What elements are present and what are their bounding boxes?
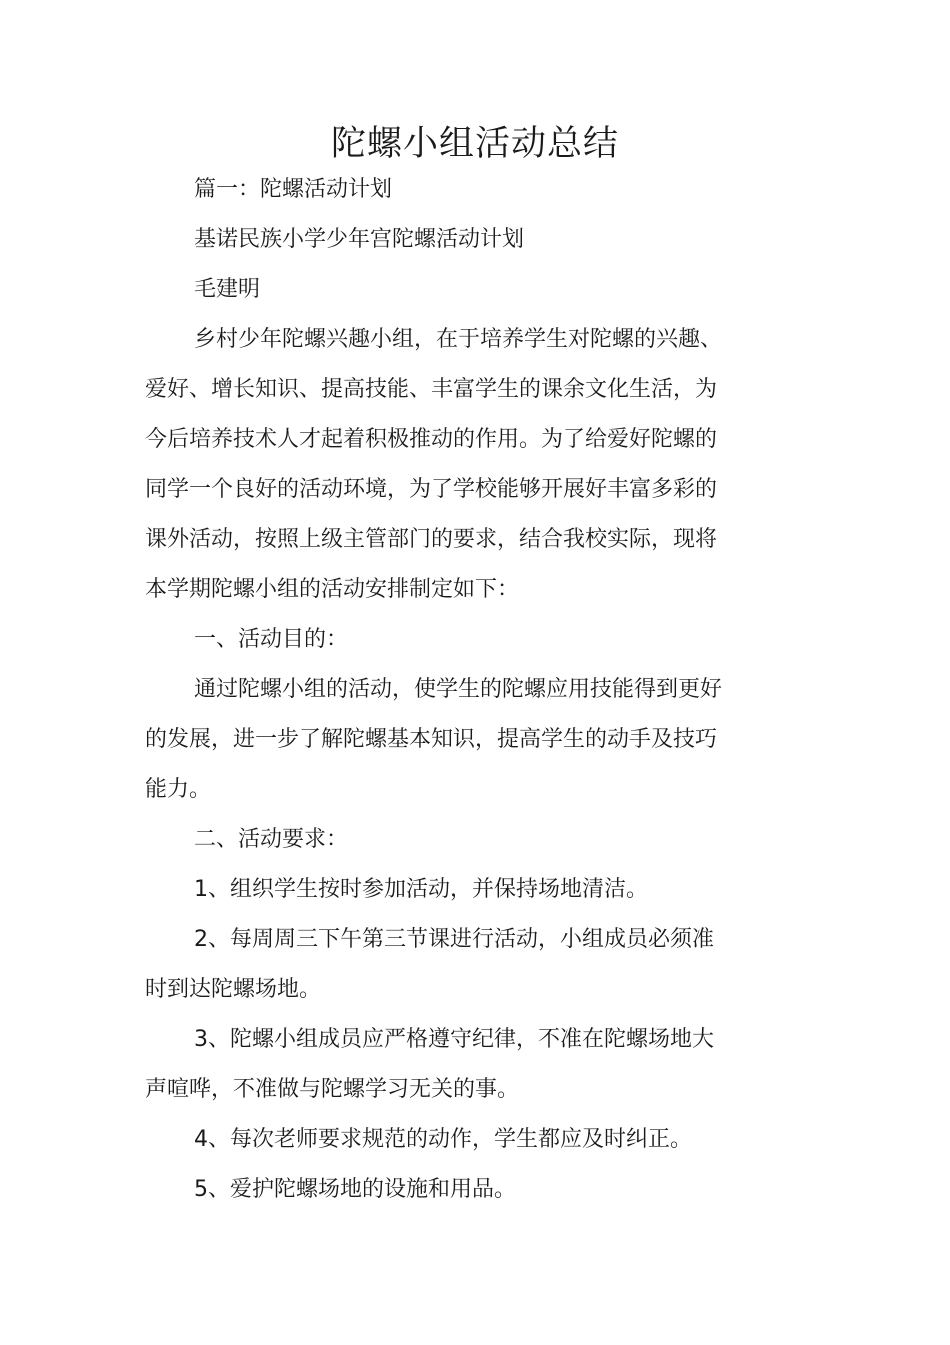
paragraph-line: 爱好、增长知识、提高技能、丰富学生的课余文化生活，为 [145,377,718,402]
paragraph-line: 毛建明 [194,277,261,302]
list-item: 2、每周周三下午第三节课进行活动，小组成员必须准 [194,927,714,952]
list-item: 5、爱护陀螺场地的设施和用品。 [194,1177,516,1202]
list-item: 3、陀螺小组成员应严格遵守纪律，不准在陀螺场地大 [194,1027,714,1052]
list-item: 1、组织学生按时参加活动，并保持场地清洁。 [194,877,648,902]
paragraph-line: 的发展，进一步了解陀螺基本知识，提高学生的动手及技巧 [145,727,718,752]
list-item-continuation: 声喧哗，不准做与陀螺学习无关的事。 [145,1077,520,1102]
paragraph-line: 本学期陀螺小组的活动安排制定如下： [145,577,520,602]
list-item-continuation: 时到达陀螺场地。 [145,977,322,1002]
paragraph-line: 同学一个良好的活动环境，为了学校能够开展好丰富多彩的 [145,477,718,502]
section-heading: 二、活动要求： [194,827,349,852]
paragraph-line: 基诺民族小学少年宫陀螺活动计划 [194,227,525,252]
document-title: 陀螺小组活动总结 [330,124,619,164]
paragraph-line: 通过陀螺小组的活动，使学生的陀螺应用技能得到更好 [194,677,723,702]
document-body [145,165,745,1215]
list-item: 4、每次老师要求规范的动作，学生都应及时纠正。 [194,1127,692,1152]
section-heading: 一、活动目的： [194,627,349,652]
paragraph-line: 能力。 [145,777,212,802]
paragraph-line: 篇一：陀螺活动计划 [194,177,393,202]
paragraph-line: 课外活动，按照上级主管部门的要求，结合我校实际，现将 [145,527,718,552]
paragraph-line: 乡村少年陀螺兴趣小组，在于培养学生对陀螺的兴趣、 [194,327,723,352]
paragraph-line: 今后培养技术人才起着积极推动的作用。为了给爱好陀螺的 [145,427,718,452]
